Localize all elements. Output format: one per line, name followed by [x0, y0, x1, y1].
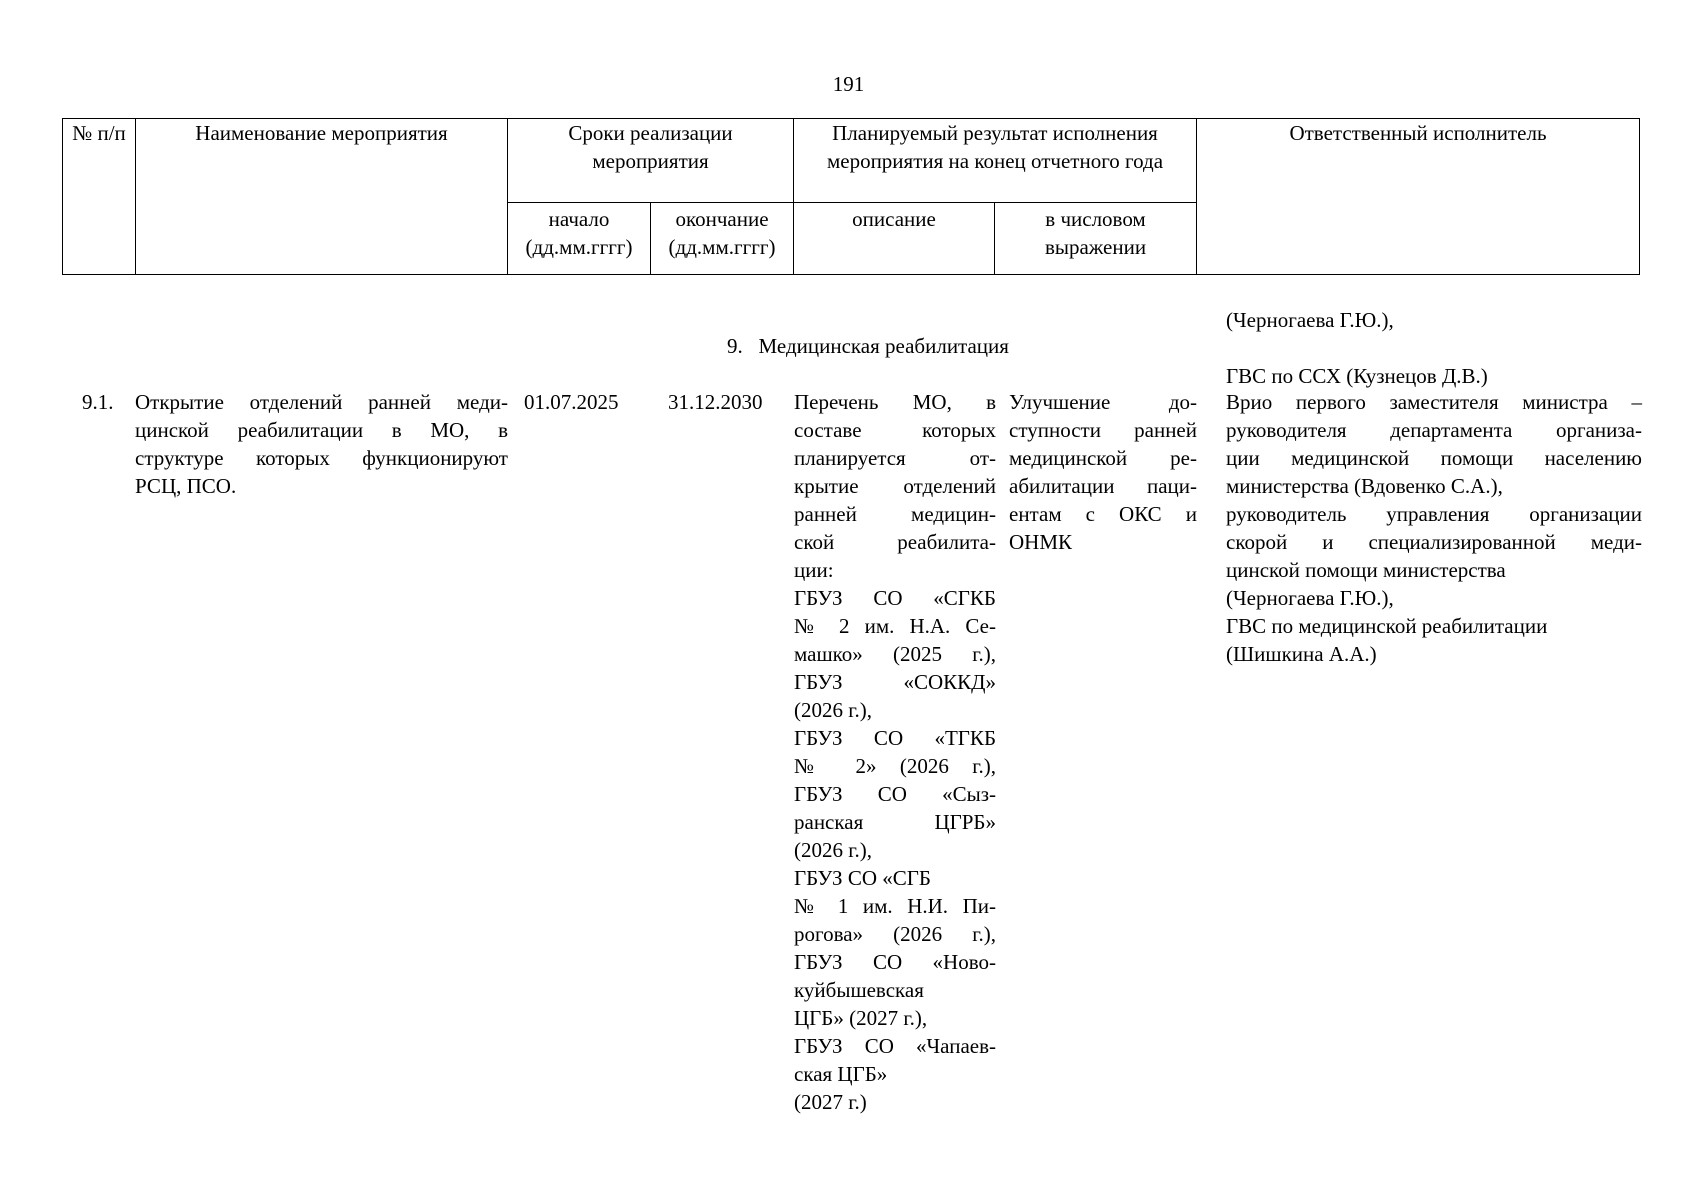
header-col-start: начало (дд.мм.гггг)	[508, 203, 651, 275]
description-line: планируется от-	[794, 446, 996, 470]
numeric-line: ОНМК	[1009, 530, 1073, 554]
description-line: (2026 г.),	[794, 698, 872, 722]
name-line: цинской реабилитации в МО, в	[135, 418, 508, 442]
responsible-line: Врио первого заместителя министра –	[1226, 390, 1642, 414]
header-col-end: окончание (дд.мм.гггг)	[651, 203, 794, 275]
continuation-line: (Черногаева Г.Ю.),	[1226, 308, 1394, 332]
header-col-description: описание	[794, 203, 995, 275]
description-line: рогова» (2026 г.),	[794, 922, 996, 946]
header-col-dates: Сроки реализации мероприятия	[508, 119, 794, 203]
row-end-date: 31.12.2030	[668, 390, 763, 414]
row-activity-name	[135, 388, 508, 500]
continuation-line: ГВС по ССХ (Кузнецов Д.В.)	[1226, 364, 1488, 388]
header-col-name: Наименование мероприятия	[136, 119, 508, 275]
row-numeric-result	[1009, 388, 1197, 556]
description-line: ГБУЗ СО «СГКБ	[794, 586, 996, 610]
description-line: ГБУЗ СО «Сыз-	[794, 782, 996, 806]
responsible-line: руководителя департамента организа-	[1226, 418, 1642, 442]
description-line: Перечень МО, в	[794, 390, 996, 414]
header-col-numeric: в числовом выражении	[995, 203, 1197, 275]
description-line: куйбышевская	[794, 978, 924, 1002]
responsible-line: цинской помощи министерства	[1226, 558, 1506, 582]
name-line: РСЦ, ПСО.	[135, 474, 237, 498]
row-responsible	[1226, 388, 1642, 668]
description-line: крытие отделений	[794, 474, 996, 498]
responsible-line: ции медицинской помощи населению	[1226, 446, 1642, 470]
description-line: машко» (2025 г.),	[794, 642, 996, 666]
section-number: 9.	[727, 334, 743, 358]
responsible-line: ГВС по медицинской реабилитации	[1226, 614, 1548, 638]
responsible-line: (Черногаева Г.Ю.),	[1226, 586, 1394, 610]
section-title: Медицинская реабилитация	[758, 334, 1009, 358]
responsible-line: министерства (Вдовенко С.А.),	[1226, 474, 1503, 498]
description-line: ранней медицин-	[794, 502, 996, 526]
responsible-line: (Шишкина А.А.)	[1226, 642, 1377, 666]
numeric-line: ентам с ОКС и	[1009, 502, 1197, 526]
header-col-result: Планируемый результат исполнения мероприятия на конец отчетного года	[794, 119, 1197, 203]
description-line: ЦГБ» (2027 г.),	[794, 1006, 928, 1030]
description-line: ГБУЗ СО «СГБ	[794, 866, 931, 890]
numeric-line: медицинской ре-	[1009, 446, 1197, 470]
numeric-line: Улучшение до-	[1009, 390, 1197, 414]
responsible-line: скорой и специализированной меди-	[1226, 530, 1642, 554]
description-line: ранская ЦГРБ»	[794, 810, 996, 834]
table-header	[62, 118, 1640, 275]
name-line: структуре которых функционируют	[135, 446, 508, 470]
name-line: Открытие отделений ранней меди-	[135, 390, 508, 414]
header-col-number: № п/п	[63, 119, 136, 275]
description-line: ГБУЗ СО «ТГКБ	[794, 726, 996, 750]
description-line: ГБУЗ СО «Ново-	[794, 950, 996, 974]
description-line: ГБУЗ СО «Чапаев-	[794, 1034, 996, 1058]
description-line: (2026 г.),	[794, 838, 872, 862]
row-start-date: 01.07.2025	[524, 390, 619, 414]
numeric-line: абилитации паци-	[1009, 474, 1197, 498]
description-line: № 2» (2026 г.),	[794, 754, 996, 778]
description-line: № 1 им. Н.И. Пи-	[794, 894, 996, 918]
row-number: 9.1.	[82, 390, 114, 414]
section-heading	[727, 332, 1009, 360]
description-line: (2027 г.)	[794, 1090, 867, 1114]
numeric-line: ступности ранней	[1009, 418, 1197, 442]
header-col-responsible: Ответственный исполнитель	[1197, 119, 1640, 275]
page-number: 191	[832, 72, 865, 96]
responsible-line: руководитель управления организации	[1226, 502, 1642, 526]
row-description	[794, 388, 996, 1116]
description-line: ГБУЗ «СОККД»	[794, 670, 996, 694]
description-line: составе которых	[794, 418, 996, 442]
description-line: ская ЦГБ»	[794, 1062, 888, 1086]
description-line: № 2 им. Н.А. Се-	[794, 614, 996, 638]
description-line: ской реабилита-	[794, 530, 996, 554]
description-line: ции:	[794, 558, 834, 582]
